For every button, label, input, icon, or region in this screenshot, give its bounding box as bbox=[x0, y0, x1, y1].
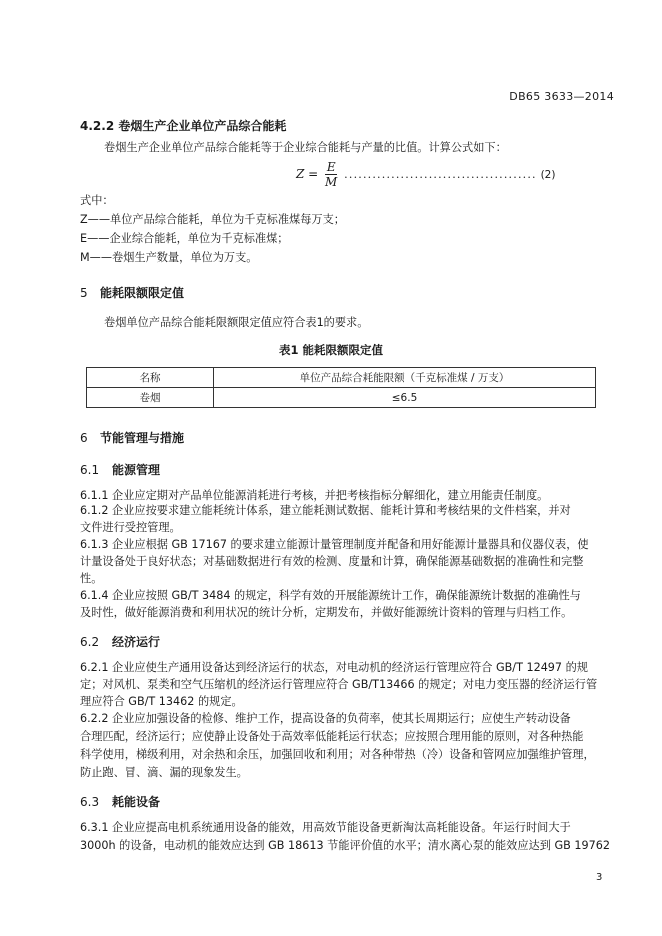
section-4-2-2-heading: 4.2.2 卷烟生产企业单位产品综合能耗 bbox=[80, 119, 287, 133]
table-cell: ≤6.5 bbox=[214, 388, 596, 408]
table-row bbox=[87, 388, 596, 408]
page-number: 3 bbox=[596, 872, 603, 883]
table-1-caption: 表1 能耗限额限定值 bbox=[278, 343, 383, 357]
clause-6-2-1-line1: 6.2.1 企业应使生产通用设备达到经济运行的状态，对电动机的经济运行管理应符合 GB/T 12497 的规 bbox=[80, 661, 588, 674]
table-header-cell: 名称 bbox=[87, 368, 214, 388]
formula-leader-dots: ......................................... bbox=[344, 168, 537, 181]
clause-6-1-4-line2: 及时性，做好能源消费和利用状况的统计分析，定期发布，并做好能源统计资料的管理与归档工作。 bbox=[80, 606, 573, 619]
clause-6-1-3-line3: 性。 bbox=[80, 572, 103, 585]
section-6-1-number: 6.1 bbox=[80, 463, 100, 477]
clause-6-2-2-line2: 合理匹配，经济运行；应使静止设备处于高效率低能耗运行状态；应按照合理用能的原则，对各种热能 bbox=[80, 730, 584, 743]
table-cell: 卷烟 bbox=[87, 388, 214, 408]
document-code: DB65 3633—2014 bbox=[509, 90, 614, 103]
formula-fraction bbox=[325, 160, 337, 189]
formula-2 bbox=[296, 160, 555, 189]
clause-6-1-4-line1: 6.1.4 企业应按照 GB/T 3484 的规定，科学有效的开展能源统计工作，确保能源统计数据的准确性与 bbox=[80, 589, 581, 602]
section-6-number: 6 bbox=[80, 431, 88, 445]
clause-6-3-1-line1: 6.3.1 企业应提高电机系统通用设备的能效，用高效节能设备更新淘汰高耗能设备。年运行时间大于 bbox=[80, 821, 571, 834]
table-1 bbox=[86, 367, 596, 408]
clause-6-1-1: 6.1.1 企业应定期对产品单位能源消耗进行考核，并把考核指标分解细化，建立用能责任制度。 bbox=[80, 489, 549, 502]
formula-numerator: E bbox=[326, 160, 336, 174]
section-5-title: 能耗限额限定值 bbox=[100, 286, 185, 300]
section-6-1-title: 能源管理 bbox=[112, 463, 161, 477]
clause-6-2-1-line2: 定；对风机、泵类和空气压缩机的经济运行管理应符合 GB/T13466 的规定；对电力变压器的经济运行管 bbox=[80, 678, 598, 691]
clause-6-2-2-line1: 6.2.2 企业应加强设备的检修、维护工作，提高设备的负荷率，使其长周期运行；应使生产转动设备 bbox=[80, 712, 571, 725]
table-header-cell: 单位产品综合耗能限额（千克标准煤 / 万支） bbox=[214, 368, 596, 388]
section-6-2-heading bbox=[80, 633, 160, 650]
section-6-title: 节能管理与措施 bbox=[100, 431, 185, 445]
e-definition: E——企业综合能耗，单位为千克标准煤； bbox=[80, 232, 289, 245]
clause-6-1-3-line2: 计量设备处于良好状态；对基础数据进行有效的检测、度量和计算，确保能源基础数据的准确性和完整 bbox=[80, 555, 584, 568]
clause-6-2-2-line3: 科学使用，梯级利用，对余热和余压，加强回收和利用；对各种带热（冷）设备和管网应加强维护管理， bbox=[80, 748, 595, 761]
section-5-number: 5 bbox=[80, 286, 88, 300]
clause-6-1-3-line1: 6.1.3 企业应根据 GB 17167 的要求建立能源计量管理制度并配备和用好能源计量器具和仪器仪表，使 bbox=[80, 538, 589, 551]
section-5-heading bbox=[80, 284, 184, 301]
formula-denominator: M bbox=[325, 175, 338, 189]
section-5-text: 卷烟单位产品综合能耗限额限定值应符合表1的要求。 bbox=[104, 316, 369, 329]
section-6-3-heading bbox=[80, 793, 160, 810]
clause-6-2-2-line4: 防止跑、冒、滴、漏的现象发生。 bbox=[80, 766, 248, 779]
clause-6-1-2-line1: 6.1.2 企业应按要求建立能耗统计体系，建立能耗测试数据、能耗计算和考核结果的文件档案，并对 bbox=[80, 504, 571, 517]
clause-6-3-1-line2: 3000h 的设备，电动机的能效应达到 GB 18613 节能评价值的水平；清水离心泵的能效应达到 GB 19762 bbox=[80, 839, 610, 852]
section-6-3-title: 耗能设备 bbox=[112, 795, 161, 809]
section-6-1-heading bbox=[80, 461, 160, 478]
m-definition: M——卷烟生产数量，单位为万支。 bbox=[80, 251, 258, 264]
formula-number: (2) bbox=[540, 169, 556, 181]
clause-6-1-2-line2: 文件进行受控管理。 bbox=[80, 521, 181, 534]
formula-lhs: Z = bbox=[296, 167, 319, 181]
section-6-2-title: 经济运行 bbox=[112, 635, 161, 649]
where-label: 式中： bbox=[80, 194, 114, 207]
clause-6-2-1-line3: 理应符合 GB/T 13462 的规定。 bbox=[80, 695, 243, 708]
section-6-2-number: 6.2 bbox=[80, 635, 100, 649]
formula-intro: 卷烟生产企业单位产品综合能耗等于企业综合能耗与产量的比值。计算公式如下： bbox=[104, 141, 507, 154]
section-6-3-number: 6.3 bbox=[80, 795, 100, 809]
z-definition: Z——单位产品综合能耗，单位为千克标准煤每万支； bbox=[80, 213, 345, 226]
table-header-row bbox=[87, 368, 596, 388]
section-6-heading bbox=[80, 429, 184, 446]
